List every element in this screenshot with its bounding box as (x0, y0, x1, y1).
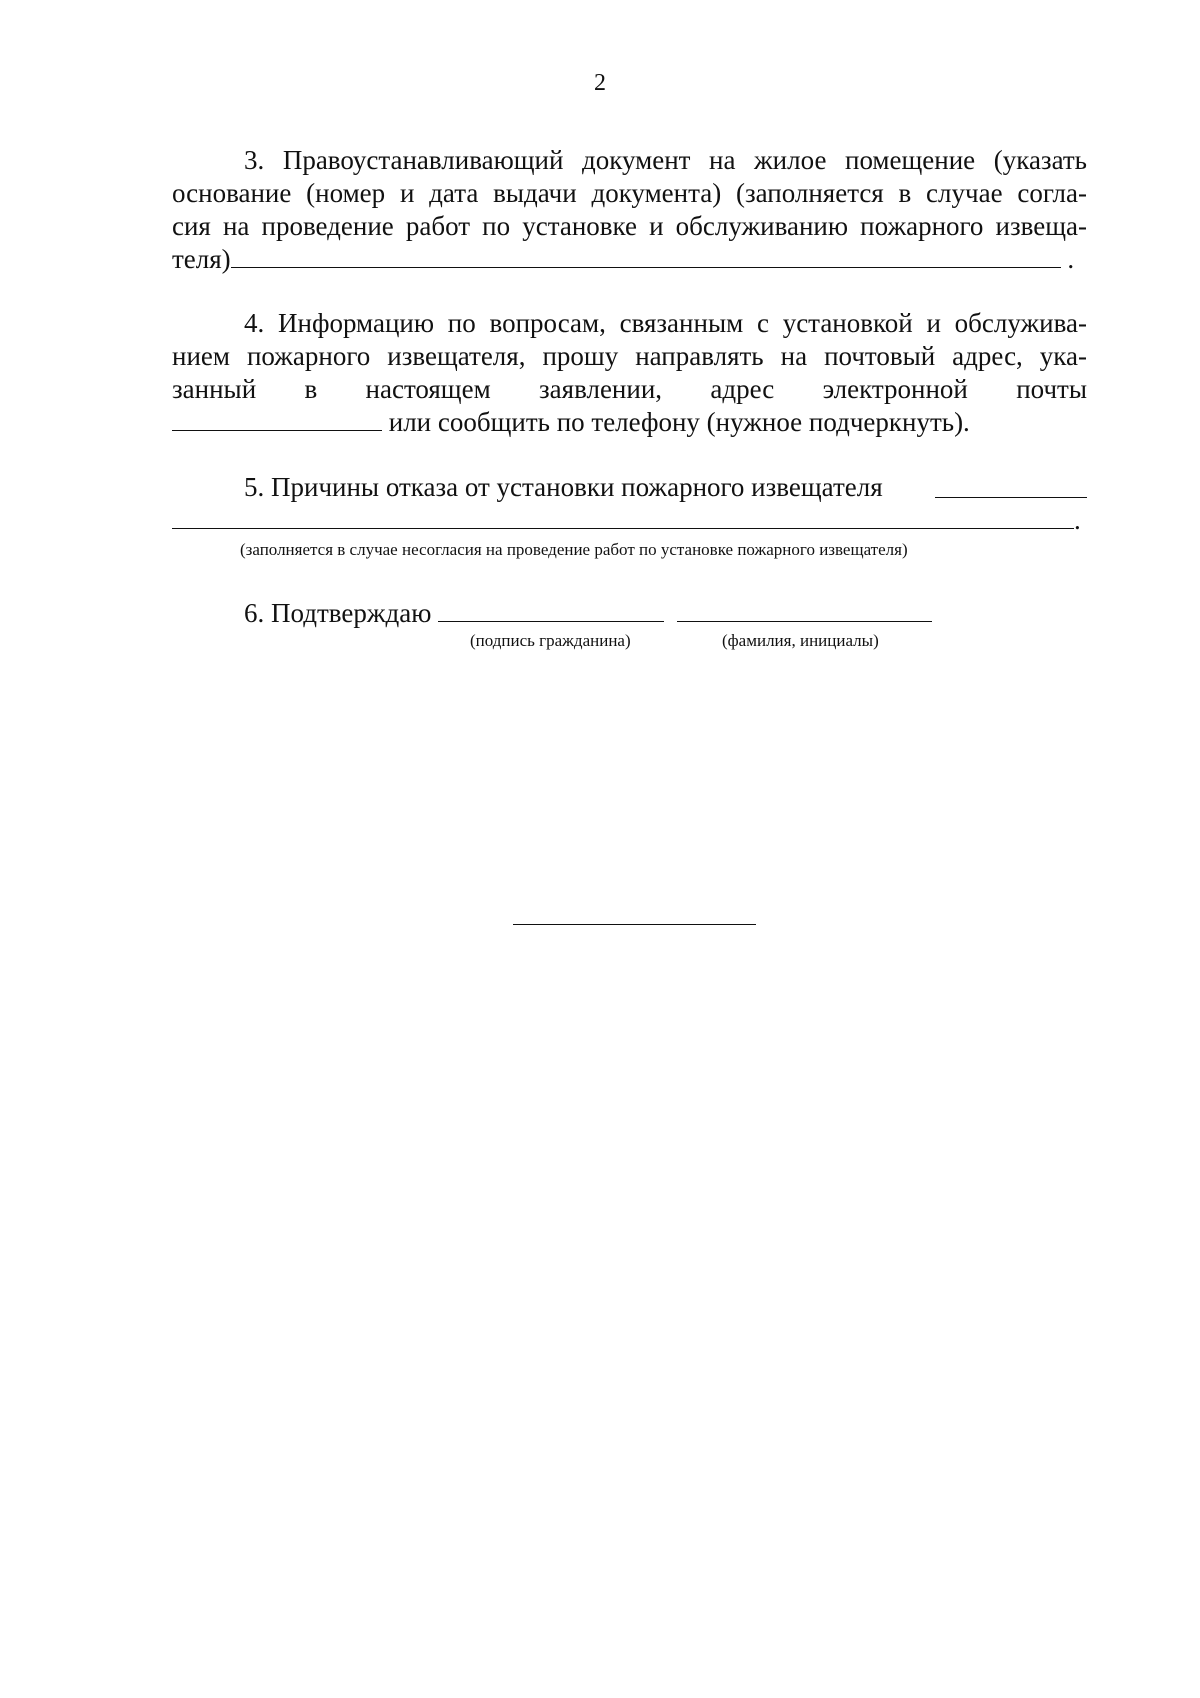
item-3-line-4-suffix: . (1067, 244, 1075, 274)
item-6-line (172, 597, 1087, 630)
page-number: 2 (594, 70, 606, 96)
item-6-label: 6. Подтверждаю (244, 598, 432, 628)
item-4-line-4-text: или сообщить по телефону (нужное подчеркнуть). (388, 407, 970, 437)
signature-caption: (подпись гражданина) (470, 631, 631, 650)
item-5-line-1 (172, 471, 1087, 504)
closing-divider (513, 924, 756, 925)
item-4-word: в (304, 374, 318, 404)
item-5-line-2-suffix: . (1074, 505, 1081, 535)
item-3-line-1: 3. Правоустанавливающий документ на жилое помещение (указать (244, 145, 1087, 175)
item-4-word: почты (1016, 374, 1087, 404)
item-6-paragraph (172, 597, 1087, 630)
item-4-paragraph (172, 307, 1087, 439)
item-4-word: настоящем (365, 374, 491, 404)
email-field[interactable] (172, 406, 382, 431)
document-basis-field[interactable] (231, 243, 1061, 268)
signature-field[interactable] (438, 597, 664, 622)
item-4-line-3 (172, 373, 1087, 406)
item-3-line-4 (172, 243, 1087, 276)
item-3-line-3: сия на проведение работ по установке и обслуживанию пожарного извеща- (172, 211, 1087, 241)
name-initials-caption: (фамилия, инициалы) (722, 631, 879, 650)
item-4-line-4 (172, 406, 1087, 439)
item-5-paragraph (172, 471, 1087, 537)
refusal-reason-field[interactable] (172, 504, 1074, 529)
item-5-line-2 (172, 504, 1087, 537)
item-5-caption: (заполняется в случае несогласия на проведение работ по установке пожарного извещателя) (240, 540, 908, 559)
item-4-line-2: нием пожарного извещателя, прошу направлять на почтовый адрес, ука- (172, 341, 1087, 371)
name-initials-field[interactable] (677, 597, 932, 622)
item-4-word: адрес (710, 374, 775, 404)
item-3-line-2: основание (номер и дата выдачи документа) (заполняется в случае согла- (172, 178, 1087, 208)
item-3-line-4-prefix: теля) (172, 244, 231, 274)
refusal-reason-field-start[interactable] (935, 473, 1087, 498)
item-5-line-1-text: 5. Причины отказа от установки пожарного извещателя (244, 472, 883, 502)
item-4-word: электронной (822, 374, 968, 404)
item-4-word: занный (172, 374, 257, 404)
item-4-line-1: 4. Информацию по вопросам, связанным с установкой и обслужива- (244, 308, 1087, 338)
item-4-word: заявлении, (539, 374, 663, 404)
item-3-paragraph (172, 144, 1087, 276)
